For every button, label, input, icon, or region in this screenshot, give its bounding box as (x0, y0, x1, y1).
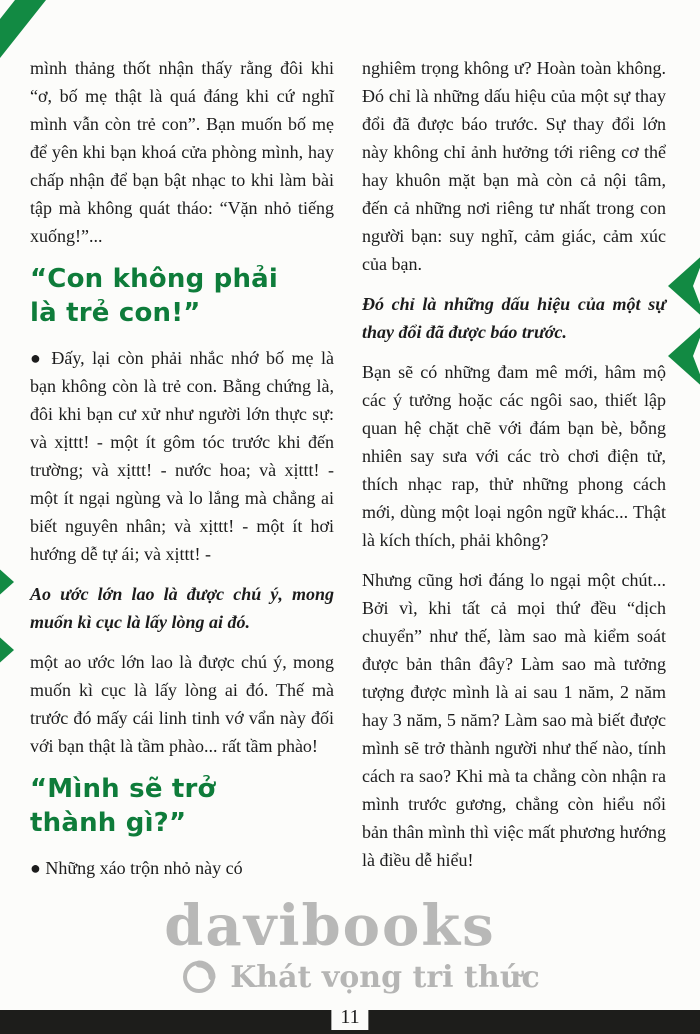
section-heading-con-khong-phai-la-tre-con: “Con không phải là trẻ con!” (30, 264, 279, 328)
paragraph: nghiêm trọng không ư? Hoàn toàn không. Đó chỉ là những dấu hiệu của một sự thay đổi đã được báo trước. Sự thay đổi lớn này không chỉ ảnh hưởng tới riêng cơ thể hay khuôn mặt bạn mà còn cả nội tâm, đến cả những nơi riêng tư nhất trong con người bạn: suy nghĩ, cảm giác, cảm xúc của bạn. (362, 58, 666, 274)
paragraph: một ao ước lớn lao là được chú ý, mong muốn kì cục là lấy lòng ai đó. Thế mà trước đó mấy cái linh tinh vớ vẩn này đối với bạn thật là tầm phào... rất tầm phào! (30, 652, 334, 756)
paragraph: ● Những xáo trộn nhỏ này có (30, 858, 243, 878)
paragraph: ● Đấy, lại còn phải nhắc nhớ bố mẹ là bạn không còn là trẻ con. Bằng chứng là, đôi khi bạn cư xử như người lớn thực sự: và xịttt! - một ít gôm tóc trước khi đến trường; và xịttt! - nước hoa; và xịttt! - một ít ngại ngùng và lo lắng mà chẳng ai biết nguyên nhân; và xịttt! - một ít hơi hướng dễ tự ái; và xịttt! - (30, 348, 334, 564)
emphasis-quote: Ao ước lớn lao là được chú ý, mong muốn kì cục là lấy lòng ai đó. (30, 584, 334, 632)
watermark-tagline: Khát vọng tri thức (230, 959, 540, 995)
right-edge-chevrons-icon (666, 250, 700, 390)
paragraph: Nhưng cũng hơi đáng lo ngại một chút... Bởi vì, khi tất cả mọi thứ đều “dịch chuyển” như thế, làm sao mà kiểm soát được bản thân đây? Làm sao mà tưởng tượng được mình là ai sau 1 năm, 2 năm hay 3 năm, 5 năm? Làm sao mà biết được mình sẽ trở thành người như thế nào, tính cách ra sao? Khi mà ta chẳng còn nhận ra mình trước gương, chẳng còn hiểu nổi bản thân mình thì việc mất phương hướng là điều dễ hiểu! (362, 570, 666, 870)
paragraph: Bạn sẽ có những đam mê mới, hâm mộ các ý tưởng hoặc các ngôi sao, thiết lập quan hệ chặt chẽ với đám bạn bè, bỗng nhiên say sưa với các trò chơi điện tử, thích nhạc rap, thử những phong cách mới, dùng một loại ngôn ngữ khác... Thật là kích thích, phải không? (362, 362, 666, 550)
emphasis-quote: Đó chỉ là những dấu hiệu của một sự thay đổi đã được báo trước. (362, 294, 666, 342)
text-columns (30, 54, 666, 894)
paragraph: mình thảng thốt nhận thấy rằng đôi khi “ơ, bố mẹ thật là quá đáng khi cứ nghĩ mình vẫn còn trẻ con”. Bạn muốn bố mẹ để yên khi bạn khoá cửa phòng mình, hay chấp nhận để bạn bật nhạc to khi làm bài tập mà không quát tháo: “Vặn nhỏ tiếng xuống!”... (30, 58, 334, 246)
section-heading-minh-se-tro-thanh-gi: “Mình sẽ trở thành gì?” (30, 774, 216, 838)
watermark-logo-icon (180, 958, 218, 996)
page-number: 11 (331, 1004, 368, 1030)
watermark (20, 893, 640, 996)
left-column (30, 54, 334, 894)
corner-chevron-icon (0, 0, 48, 60)
watermark-tagline-row (80, 958, 640, 996)
left-edge-chevrons-icon (0, 548, 16, 684)
right-column (362, 54, 666, 894)
watermark-brand: davibooks (164, 893, 496, 959)
